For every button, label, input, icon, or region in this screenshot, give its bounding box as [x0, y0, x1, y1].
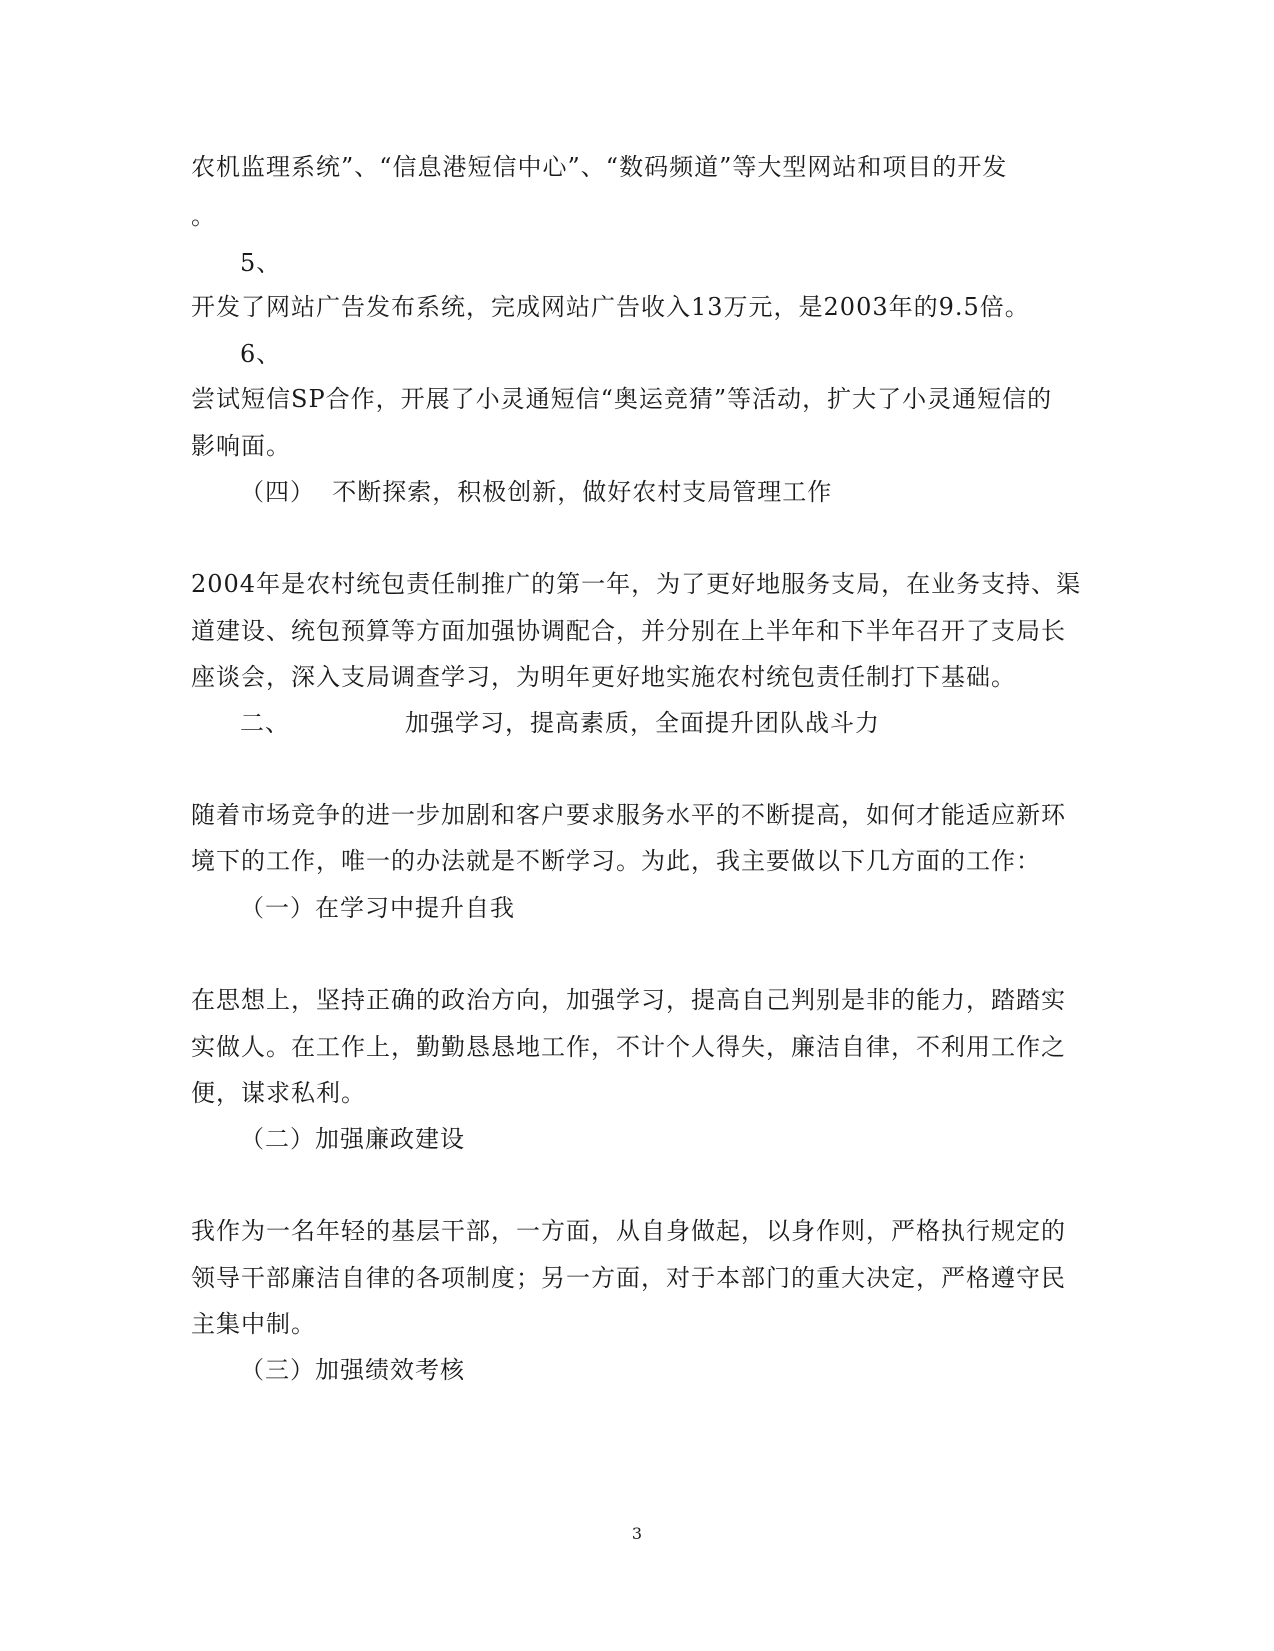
list-marker: 5、 — [240, 249, 282, 277]
list-marker: 6、 — [240, 340, 282, 368]
text-line: 开发了网站广告发布系统，完成网站广告收入13万元，是2003年的9.5倍。 — [191, 293, 1030, 321]
text-line: 农机监理系统”、“信息港短信中心”、“数码频道”等大型网站和项目的开发 — [191, 153, 1008, 181]
text-line: 影响面。 — [191, 432, 291, 460]
text-line: 在思想上，坚持正确的政治方向，加强学习，提高自己判别是非的能力，踏踏实 — [191, 986, 1066, 1014]
text-line: 。 — [191, 202, 216, 230]
subsection-heading: （二）加强廉政建设 — [240, 1125, 465, 1153]
text-line: 2004年是农村统包责任制推广的第一年，为了更好地服务支局，在业务支持、渠 — [191, 570, 1082, 598]
section-heading: 加强学习，提高素质，全面提升团队战斗力 — [405, 709, 880, 737]
text-line: 随着市场竞争的进一步加剧和客户要求服务水平的不断提高，如何才能适应新环 — [191, 801, 1066, 829]
text-line: 我作为一名年轻的基层干部，一方面，从自身做起，以身作则，严格执行规定的 — [191, 1217, 1066, 1245]
section-number: 二、 — [240, 709, 290, 737]
text-line: 便，谋求私利。 — [191, 1079, 366, 1107]
text-line: 实做人。在工作上，勤勤恳恳地工作，不计个人得失，廉洁自律，不利用工作之 — [191, 1033, 1066, 1061]
subsection-heading: （三）加强绩效考核 — [240, 1356, 465, 1384]
section-heading: （四） 不断探索，积极创新，做好农村支局管理工作 — [240, 478, 833, 506]
subsection-heading: （一）在学习中提升自我 — [240, 894, 515, 922]
text-line: 主集中制。 — [191, 1310, 316, 1338]
text-line: 领导干部廉洁自律的各项制度；另一方面，对于本部门的重大决定，严格遵守民 — [191, 1264, 1066, 1292]
text-line: 境下的工作，唯一的办法就是不断学习。为此，我主要做以下几方面的工作： — [191, 847, 1041, 875]
page-number: 3 — [631, 1524, 643, 1543]
text-line: 座谈会，深入支局调查学习，为明年更好地实施农村统包责任制打下基础。 — [191, 663, 1016, 691]
text-line: 道建设、统包预算等方面加强协调配合，并分别在上半年和下半年召开了支局长 — [191, 617, 1066, 645]
text-line: 尝试短信SP合作，开展了小灵通短信“奥运竞猜”等活动，扩大了小灵通短信的 — [191, 385, 1053, 413]
